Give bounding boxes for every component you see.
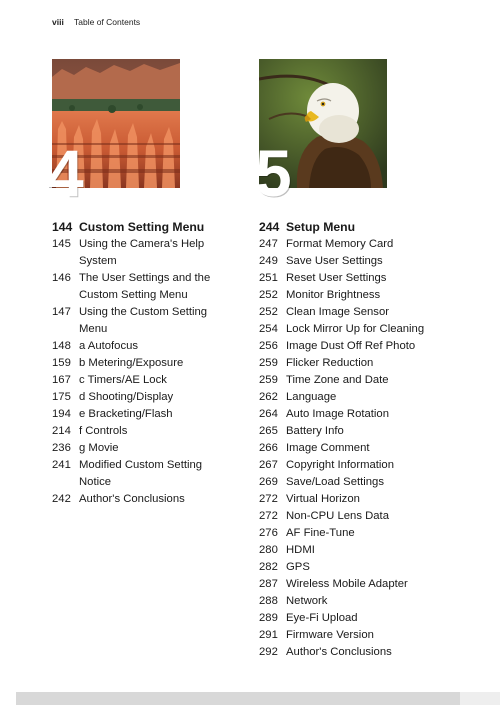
chapter-4-number: 4 <box>47 136 84 210</box>
toc-entry-title <box>286 338 459 355</box>
toc-entry[interactable] <box>259 525 459 542</box>
toc-entry-title-line: System <box>79 255 117 267</box>
running-header <box>52 17 140 27</box>
toc-entry-title <box>286 559 459 576</box>
toc-entry-title <box>286 491 459 508</box>
toc-entry-title-line: g Movie <box>79 442 119 454</box>
toc-entry-page: 241 <box>52 459 71 471</box>
toc-entry[interactable] <box>259 610 459 627</box>
toc-entry-title-line: Flicker Reduction <box>286 357 374 369</box>
toc-entry-title-line: Save User Settings <box>286 255 383 267</box>
toc-entry-title <box>286 253 459 270</box>
toc-entry-title-line: Reset User Settings <box>286 272 387 284</box>
toc-entry-page: 269 <box>259 476 278 488</box>
toc-entry-title <box>286 389 459 406</box>
chapter-title-row[interactable] <box>259 219 459 236</box>
toc-entry[interactable] <box>259 576 459 593</box>
toc-entry-title-line: a Autofocus <box>79 340 139 352</box>
toc-entry-page: 259 <box>259 357 278 369</box>
toc-entry-title-line: Language <box>286 391 337 403</box>
toc-entry[interactable] <box>52 372 252 389</box>
toc-entry-title <box>79 389 252 406</box>
chapter-title-row[interactable] <box>52 219 252 236</box>
toc-entry-title <box>286 576 459 593</box>
chapter-title-page: 244 <box>259 220 280 234</box>
toc-entry-title-line: Auto Image Rotation <box>286 408 389 420</box>
toc-entry[interactable] <box>52 491 252 508</box>
toc-entry-page: 146 <box>52 272 71 284</box>
toc-entry-title <box>286 542 459 559</box>
toc-entry-page: 288 <box>259 595 278 607</box>
toc-entry-title-line: Virtual Horizon <box>286 493 360 505</box>
toc-entry-page: 214 <box>52 425 71 437</box>
toc-entries <box>52 236 252 508</box>
toc-entry-title-line: Monitor Brightness <box>286 289 381 301</box>
toc-entry[interactable] <box>259 440 459 457</box>
toc-entry[interactable] <box>259 593 459 610</box>
toc-entry-page: 252 <box>259 289 278 301</box>
toc-entry-page: 272 <box>259 510 278 522</box>
toc-entry[interactable] <box>259 406 459 423</box>
toc-entry-page: 148 <box>52 340 71 352</box>
toc-entry[interactable] <box>259 287 459 304</box>
toc-entry-title-line: Firmware Version <box>286 629 374 641</box>
toc-entry[interactable] <box>52 406 252 423</box>
toc-entry[interactable] <box>52 270 252 304</box>
toc-entry-title <box>286 508 459 525</box>
toc-entry[interactable] <box>259 304 459 321</box>
toc-entry[interactable] <box>259 389 459 406</box>
toc-entry[interactable] <box>259 457 459 474</box>
toc-entry-page: 276 <box>259 527 278 539</box>
toc-entry-title-line: The User Settings and the <box>79 272 211 284</box>
toc-entry[interactable] <box>259 423 459 440</box>
toc-entry-title-line: Author's Conclusions <box>286 646 392 658</box>
toc-entry-page: 167 <box>52 374 71 386</box>
toc-entry-title-line: Lock Mirror Up for Cleaning <box>286 323 425 335</box>
toc-entry-title <box>286 627 459 644</box>
toc-entry-page: 256 <box>259 340 278 352</box>
header-title: Table of Contents <box>74 17 141 27</box>
toc-entry-title-line: Save/Load Settings <box>286 476 384 488</box>
toc-entry[interactable] <box>52 440 252 457</box>
toc-entry-title-line: c Timers/AE Lock <box>79 374 167 386</box>
toc-entry-title <box>79 355 252 372</box>
toc-entry-page: 236 <box>52 442 71 454</box>
toc-entry-page: 242 <box>52 493 71 505</box>
toc-entry-title <box>286 270 459 287</box>
toc-entry[interactable] <box>259 321 459 338</box>
toc-entry-page: 292 <box>259 646 278 658</box>
header-page-number: viii <box>52 17 64 27</box>
toc-entry[interactable] <box>259 355 459 372</box>
toc-entry-page: 249 <box>259 255 278 267</box>
toc-entry[interactable] <box>259 559 459 576</box>
toc-entry-title-line: GPS <box>286 561 310 573</box>
toc-entry-title-line: Clean Image Sensor <box>286 306 389 318</box>
toc-entry-page: 265 <box>259 425 278 437</box>
toc-entry-title-line: Wireless Mobile Adapter <box>286 578 408 590</box>
toc-entry-title <box>79 406 252 423</box>
toc-entry[interactable] <box>259 508 459 525</box>
toc-entry[interactable] <box>259 474 459 491</box>
toc-entry[interactable] <box>259 372 459 389</box>
toc-entry[interactable] <box>259 236 459 253</box>
chapter-title-page: 144 <box>52 220 73 234</box>
toc-entry-page: 264 <box>259 408 278 420</box>
toc-entry-title-line: Menu <box>79 323 108 335</box>
toc-entry-title <box>286 474 459 491</box>
toc-entry-title <box>286 610 459 627</box>
chapter-title: Custom Setting Menu <box>79 220 205 234</box>
toc-entry-title <box>79 423 252 440</box>
toc-entry-page: 289 <box>259 612 278 624</box>
toc-entry-title <box>286 440 459 457</box>
toc-entry-title <box>286 372 459 389</box>
toc-entry-title <box>286 525 459 542</box>
toc-entry-page: 159 <box>52 357 71 369</box>
toc-entry[interactable] <box>52 423 252 440</box>
toc-entry[interactable] <box>52 389 252 406</box>
toc-entry-title <box>286 304 459 321</box>
toc-entry-page: 280 <box>259 544 278 556</box>
toc-entries <box>259 236 459 661</box>
toc-entry-title-line: Using the Camera's Help <box>79 238 205 250</box>
toc-entry-title <box>286 321 459 338</box>
toc-entry-page: 291 <box>259 629 278 641</box>
toc-entry-title-line: Eye-Fi Upload <box>286 612 358 624</box>
toc-entry-title-line: e Bracketing/Flash <box>79 408 173 420</box>
toc-entry-title <box>286 457 459 474</box>
toc-entry-title <box>286 593 459 610</box>
toc-column-chapter-4 <box>52 219 252 508</box>
toc-entry-title-line: Notice <box>79 476 112 488</box>
footer-bar <box>16 692 460 705</box>
toc-entry-page: 282 <box>259 561 278 573</box>
toc-entry[interactable] <box>259 338 459 355</box>
toc-entry-title <box>79 236 252 270</box>
toc-entry-page: 272 <box>259 493 278 505</box>
toc-entry-title-line: Time Zone and Date <box>286 374 389 386</box>
toc-entry[interactable] <box>259 542 459 559</box>
toc-entry-title-line: Image Comment <box>286 442 370 454</box>
toc-entry[interactable] <box>259 270 459 287</box>
toc-entry-title-line: Using the Custom Setting <box>79 306 208 318</box>
toc-entry-title <box>79 338 252 355</box>
toc-entry-page: 175 <box>52 391 71 403</box>
chapter-5-number: 5 <box>255 136 292 210</box>
toc-entry-title-line: AF Fine-Tune <box>286 527 355 539</box>
toc-entry[interactable] <box>52 338 252 355</box>
toc-entry[interactable] <box>259 627 459 644</box>
toc-entry-title <box>286 355 459 372</box>
toc-entry-page: 287 <box>259 578 278 590</box>
toc-entry-page: 262 <box>259 391 278 403</box>
toc-entry-title <box>79 440 252 457</box>
toc-entry-title-line: Non-CPU Lens Data <box>286 510 389 522</box>
toc-entry-title-line: Modified Custom Setting <box>79 459 203 471</box>
footer-bar-edge <box>460 692 500 705</box>
toc-entry-title <box>286 287 459 304</box>
toc-column-chapter-5 <box>259 219 459 661</box>
toc-entry-title <box>79 372 252 389</box>
toc-entry-title-line: Copyright Information <box>286 459 394 471</box>
toc-entry-title-line: Battery Info <box>286 425 344 437</box>
toc-entry[interactable] <box>259 491 459 508</box>
toc-entry-title <box>286 236 459 253</box>
toc-entry-page: 259 <box>259 374 278 386</box>
toc-entry-page: 251 <box>259 272 278 284</box>
toc-entry[interactable] <box>52 457 252 491</box>
toc-entry-title-line: Network <box>286 595 328 607</box>
toc-entry-title-line: Author's Conclusions <box>79 493 185 505</box>
toc-entry-title-line: Image Dust Off Ref Photo <box>286 340 416 352</box>
toc-entry-page: 145 <box>52 238 71 250</box>
toc-entry-page: 194 <box>52 408 71 420</box>
toc-entry-page: 247 <box>259 238 278 250</box>
toc-entry[interactable] <box>52 304 252 338</box>
toc-entry-title <box>79 457 252 491</box>
toc-entry-title <box>79 304 252 338</box>
toc-entry[interactable] <box>259 644 459 661</box>
toc-entry-title-line: HDMI <box>286 544 315 556</box>
toc-entry-title <box>79 270 252 304</box>
toc-entry[interactable] <box>52 236 252 270</box>
toc-entry-title <box>286 644 459 661</box>
toc-entry-page: 267 <box>259 459 278 471</box>
toc-entry-page: 254 <box>259 323 278 335</box>
toc-entry-page: 266 <box>259 442 278 454</box>
toc-entry-title-line: Format Memory Card <box>286 238 394 250</box>
toc-entry-title-line: b Metering/Exposure <box>79 357 184 369</box>
toc-entry-title <box>79 491 252 508</box>
toc-entry[interactable] <box>259 253 459 270</box>
toc-entry-title-line: d Shooting/Display <box>79 391 174 403</box>
toc-entry-page: 252 <box>259 306 278 318</box>
toc-entry[interactable] <box>52 355 252 372</box>
toc-entry-title-line: Custom Setting Menu <box>79 289 188 301</box>
chapter-title: Setup Menu <box>286 220 356 234</box>
toc-entry-title <box>286 423 459 440</box>
toc-entry-title-line: f Controls <box>79 425 128 437</box>
toc-entry-page: 147 <box>52 306 71 318</box>
toc-entry-title <box>286 406 459 423</box>
